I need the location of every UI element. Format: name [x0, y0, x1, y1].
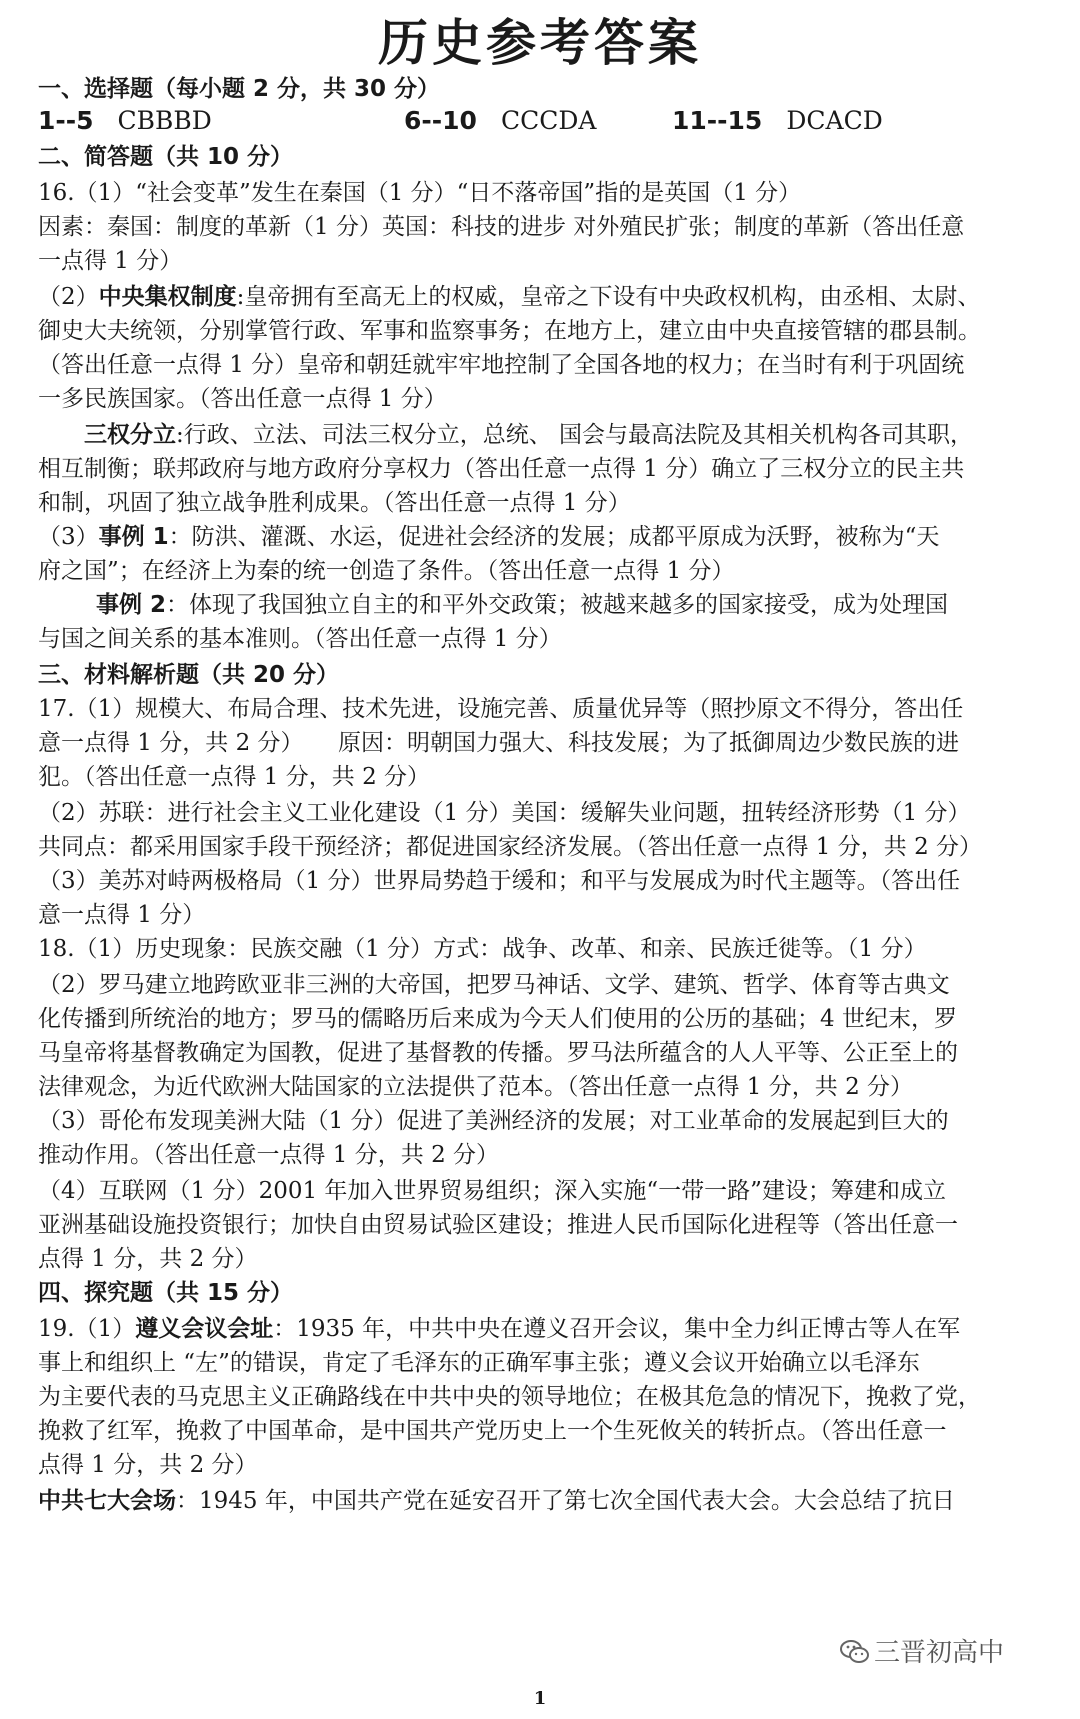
q18-line: （3）哥伦布发现美洲大陆（1 分）促进了美洲经济的发展；对工业革命的发展起到巨大的	[38, 1108, 949, 1134]
q16-example2-line: 事例 2：体现了我国独立自主的和平外交政策；被越来越多的国家接受，成为处理国	[96, 592, 949, 618]
q17-line: 意一点得 1 分，共 2 分） 原因：明朝国力强大、科技发展；为了抵御周边少数民族的进	[38, 730, 960, 756]
q16-line: 和制，巩固了独立战争胜利成果。（答出任意一点得 1 分）	[38, 490, 631, 516]
q19-line: 挽救了红军，挽救了中国革命，是中国共产党历史上一个生死攸关的转折点。（答出任意一	[38, 1418, 947, 1444]
q19-line: 为主要代表的马克思主义正确路线在中共中央的领导地位；在极其危急的情况下，挽救了党，	[38, 1384, 981, 1410]
q18-line: （4）互联网（1 分）2001 年加入世界贸易组织；深入实施“一带一路”建设；筹建和成立	[38, 1178, 946, 1204]
mcq-range-1: 1--5	[38, 106, 94, 135]
keyword-example-1: 事例 1	[98, 524, 169, 550]
q16-line: 一点得 1 分）	[38, 248, 183, 274]
keyword-centralization: 中央集权制度	[98, 284, 237, 310]
wechat-icon	[840, 1639, 870, 1665]
mcq-answers-3: DCACD	[786, 106, 883, 135]
q18-line: 化传播到所统治的地方；罗马的儒略历后来成为今天人们使用的公历的基础；4 世纪末，罗	[38, 1006, 957, 1032]
q16-line: 与国之间关系的基本准则。（答出任意一点得 1 分）	[38, 626, 562, 652]
keyword-example-2: 事例 2	[96, 592, 167, 618]
q18-line: 法律观念，为近代欧洲大陆国家的立法提供了范本。（答出任意一点得 1 分，共 2 分）	[38, 1074, 914, 1100]
q16-line: 16.（1）“社会变革”发生在秦国（1 分）“日不落帝国”指的是英国（1 分）	[38, 180, 802, 206]
q19-line: 事上和组织上 “左”的错误，肯定了毛泽东的正确军事主张；遵义会议开始确立以毛泽东	[38, 1350, 920, 1376]
section-heading-1: 一、选择题（每小题 2 分，共 30 分）	[38, 76, 441, 102]
q16-line: 一多民族国家。（答出任意一点得 1 分）	[38, 386, 447, 412]
q16-part3-line: （3）事例 1：防洪、灌溉、水运，促进社会经济的发展；成都平原成为沃野，被称为“天	[38, 524, 940, 550]
q16-line: （答出任意一点得 1 分）皇帝和朝廷就牢牢地控制了全国各地的权力；在当时有利于巩固统	[38, 352, 965, 378]
mcq-group-2	[404, 104, 596, 138]
q19-seventh-congress-line: 中共七大会场：1945 年，中国共产党在延安召开了第七次全国代表大会。大会总结了抗日	[38, 1488, 955, 1514]
q17-line: 犯。（答出任意一点得 1 分，共 2 分）	[38, 764, 431, 790]
q18-line: 亚洲基础设施投资银行；加快自由贸易试验区建设；推进人民币国际化进程等（答出任意一	[38, 1212, 958, 1238]
q18-line: 推动作用。（答出任意一点得 1 分，共 2 分）	[38, 1142, 500, 1168]
q17-line: 意一点得 1 分）	[38, 902, 206, 928]
mcq-range-2: 6--10	[404, 106, 477, 135]
mcq-range-3: 11--15	[672, 106, 763, 135]
q17-line: （3）美苏对峙两极格局（1 分）世界局势趋于缓和；和平与发展成为时代主题等。（答出任	[38, 868, 961, 894]
q17-line: （2）苏联：进行社会主义工业化建设（1 分）美国：缓解失业问题，扭转经济形势（1 分）	[38, 800, 971, 826]
q16-line: 相互制衡；联邦政府与地方政府分享权力（答出任意一点得 1 分）确立了三权分立的民主共	[38, 456, 965, 482]
q19-line: 点得 1 分，共 2 分）	[38, 1452, 258, 1478]
mcq-answers-2: CCCDA	[500, 106, 597, 135]
page-title: 历史参考答案	[378, 14, 702, 72]
q19-part1-line: 19.（1）遵义会议会址：1935 年，中共中央在遵义召开会议，集中全力纠正博古等人在军	[38, 1316, 961, 1342]
keyword-zunyi-site: 遵义会议会址	[135, 1316, 274, 1342]
q16-separation-line: 三权分立:行政、立法、司法三权分立，总统、 国会与最高法院及其相关机构各司其职，	[84, 422, 974, 448]
page-number: 1	[533, 1688, 547, 1709]
section-heading-4: 四、探究题（共 15 分）	[38, 1280, 294, 1306]
q18-line: 点得 1 分，共 2 分）	[38, 1246, 258, 1272]
keyword-seventh-congress: 中共七大会场	[38, 1488, 176, 1514]
q18-line: 马皇帝将基督教确定为国教，促进了基督教的传播。罗马法所蕴含的人人平等、公正至上的	[38, 1040, 958, 1066]
q16-line: 御史大夫统领，分别掌管行政、军事和监察事务；在地方上，建立由中央直接管辖的郡县制。	[38, 318, 981, 344]
watermark-text: 三晋初高中	[874, 1638, 1005, 1668]
q18-line: （2）罗马建立地跨欧亚非三洲的大帝国，把罗马神话、文学、建筑、哲学、体育等古典文	[38, 972, 950, 998]
q17-line: 共同点：都采用国家手段干预经济；都促进国家经济发展。（答出任意一点得 1 分，共 2 分）	[38, 834, 983, 860]
mcq-answers-1: CBBBD	[117, 106, 212, 135]
q16-part2-line: （2）中央集权制度:皇帝拥有至高无上的权威，皇帝之下设有中央政权机构，由丞相、太尉、	[38, 284, 981, 310]
section-heading-2: 二、简答题（共 10 分）	[38, 144, 294, 170]
q18-line: 18.（1）历史现象：民族交融（1 分）方式：战争、改革、和亲、民族迁徙等。（1 分）	[38, 936, 927, 962]
q16-line: 因素：秦国：制度的革新（1 分）英国：科技的进步 对外殖民扩张；制度的革新（答出任意	[38, 214, 965, 240]
section-heading-3: 三、材料解析题（共 20 分）	[38, 662, 340, 688]
mcq-group-3	[672, 104, 883, 138]
q16-line: 府之国”；在经济上为秦的统一创造了条件。（答出任意一点得 1 分）	[38, 558, 735, 584]
mcq-answers	[38, 104, 212, 138]
watermark	[840, 1632, 1004, 1669]
q17-line: 17.（1）规模大、布局合理、技术先进，设施完善、质量优异等（照抄原文不得分，答出任	[38, 696, 964, 722]
keyword-separation-of-powers: 三权分立	[84, 422, 176, 448]
